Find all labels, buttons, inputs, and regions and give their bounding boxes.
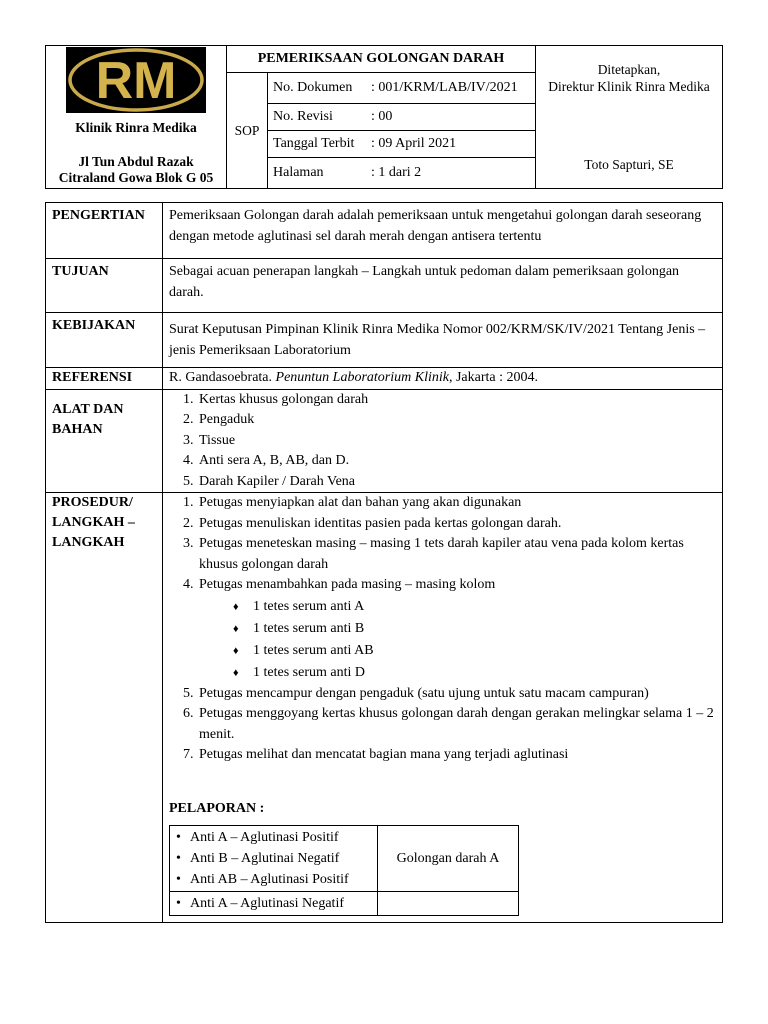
section-text-referensi — [163, 368, 723, 390]
list-item: 1. Kertas khusus golongan darah — [197, 390, 716, 411]
section-label-referensi: REFERENSI — [46, 368, 163, 390]
list-item: 3. Petugas meneteskan masing – masing 1 tets darah kapiler atau vena pada kolom kertas khusus golongan darah — [197, 534, 716, 575]
rm-logo-icon — [66, 47, 206, 113]
document-title: PEMERIKSAAN GOLONGAN DARAH — [227, 46, 536, 73]
document-header — [45, 45, 723, 189]
label-line: BAHAN — [52, 421, 103, 437]
sub-list-item: ♦ 1 tetes serum anti D — [233, 662, 716, 684]
list-item: 2. Petugas menuliskan identitas pasien pada kertas golongan darah. — [197, 514, 716, 535]
reference-author: R. Gandasoebrata. — [169, 370, 276, 385]
clinic-identity-cell — [46, 46, 227, 189]
section-label-prosedur — [46, 493, 163, 923]
list-item: 5. Darah Kapiler / Darah Vena — [197, 472, 716, 493]
clinic-logo — [66, 47, 206, 113]
signatory: Toto Sapturi, SE — [584, 157, 674, 172]
section-list-prosedur — [163, 493, 723, 923]
list-item: 3. Tissue — [197, 431, 716, 452]
approval-line-1: Ditetapkan, — [597, 62, 661, 77]
sub-list-item: ♦ 1 tetes serum anti B — [233, 618, 716, 640]
list-item: 5. Petugas mencampur dengan pengaduk (satu ujung untuk satu macam campuran) — [197, 684, 716, 705]
meta-value: : 001/KRM/LAB/IV/2021 — [371, 80, 518, 95]
approval-line-2: Direktur Klinik Rinra Medika — [548, 79, 710, 94]
sub-list — [199, 596, 716, 684]
section-label-alat — [46, 389, 163, 493]
sop-label: SOP — [227, 73, 268, 189]
report-results-cell — [170, 892, 378, 916]
list-item: 1. Petugas menyiapkan alat dan bahan yang akan digunakan — [197, 493, 716, 514]
list-item — [197, 575, 716, 684]
section-label-tujuan: TUJUAN — [46, 259, 163, 313]
meta-row — [268, 131, 536, 158]
reference-publisher: , Jakarta : 2004. — [448, 370, 539, 385]
logo-text: RM — [95, 52, 177, 110]
label-line: LANGKAH — [52, 535, 125, 550]
list-item: 7. Petugas melihat dan mencatat bagian mana yang terjadi aglutinasi — [197, 745, 716, 766]
meta-row — [268, 104, 536, 131]
meta-value: : 00 — [371, 109, 393, 124]
sub-list-item: ♦ 1 tetes serum anti A — [233, 596, 716, 618]
section-list-alat — [163, 389, 723, 493]
address-line-1: Jl Tun Abdul Razak — [78, 154, 194, 169]
sub-list-item: ♦ 1 tetes serum anti AB — [233, 640, 716, 662]
meta-label: Halaman — [273, 165, 324, 180]
list-item: 4. Anti sera A, B, AB, dan D. — [197, 451, 716, 472]
pelaporan-title: PELAPORAN : — [169, 800, 265, 816]
report-results-cell — [170, 826, 378, 892]
step-text: Petugas menambahkan pada masing – masing kolom — [199, 577, 496, 592]
address-line-2: Citraland Gowa Blok G 05 — [58, 170, 214, 185]
sop-content-table — [45, 202, 723, 923]
label-line: ALAT DAN — [52, 401, 124, 417]
report-item: • Anti AB – Aglutinasi Positif — [176, 869, 371, 890]
report-item: • Anti B – Aglutinai Negatif — [176, 848, 371, 869]
section-text-pengertian: Pemeriksaan Golongan darah adalah pemeriksaan untuk mengetahui golongan darah seseorang dengan metode aglutinasi sel darah merah dengan antisera tertentu — [163, 203, 723, 259]
reference-book-title: Penuntun Laboratorium Klinik — [275, 370, 449, 385]
report-item: • Anti A – Aglutinasi Negatif — [176, 893, 371, 914]
label-line: PROSEDUR/ — [52, 495, 133, 510]
list-item: 6. Petugas menggoyang kertas khusus golongan darah dengan gerakan melingkar selama 1 – 2 menit. — [197, 704, 716, 745]
meta-label: No. Dokumen — [273, 80, 353, 95]
report-conclusion: Golongan darah A — [378, 826, 519, 892]
report-table — [169, 825, 519, 916]
meta-row — [268, 158, 536, 189]
section-label-pengertian: PENGERTIAN — [46, 203, 163, 259]
meta-row — [268, 73, 536, 104]
meta-label: Tanggal Terbit — [273, 136, 355, 151]
meta-value: : 1 dari 2 — [371, 165, 422, 180]
meta-label: No. Revisi — [273, 109, 333, 124]
clinic-address — [46, 154, 226, 188]
label-line: LANGKAH – — [52, 515, 135, 530]
approval-cell — [536, 46, 723, 189]
list-item: 2. Pengaduk — [197, 410, 716, 431]
section-text-kebijakan: Surat Keputusan Pimpinan Klinik Rinra Medika Nomor 002/KRM/SK/IV/2021 Tentang Jenis – jenis Pemeriksaan Laboratorium — [163, 313, 723, 368]
report-conclusion-empty — [378, 892, 519, 916]
section-label-kebijakan: KEBIJAKAN — [46, 313, 163, 368]
section-text-tujuan: Sebagai acuan penerapan langkah – Langkah untuk pedoman dalam pemeriksaan golongan darah. — [163, 259, 723, 313]
report-item: • Anti A – Aglutinasi Positif — [176, 827, 371, 848]
meta-value: : 09 April 2021 — [371, 136, 457, 151]
clinic-name: Klinik Rinra Medika — [75, 120, 197, 135]
